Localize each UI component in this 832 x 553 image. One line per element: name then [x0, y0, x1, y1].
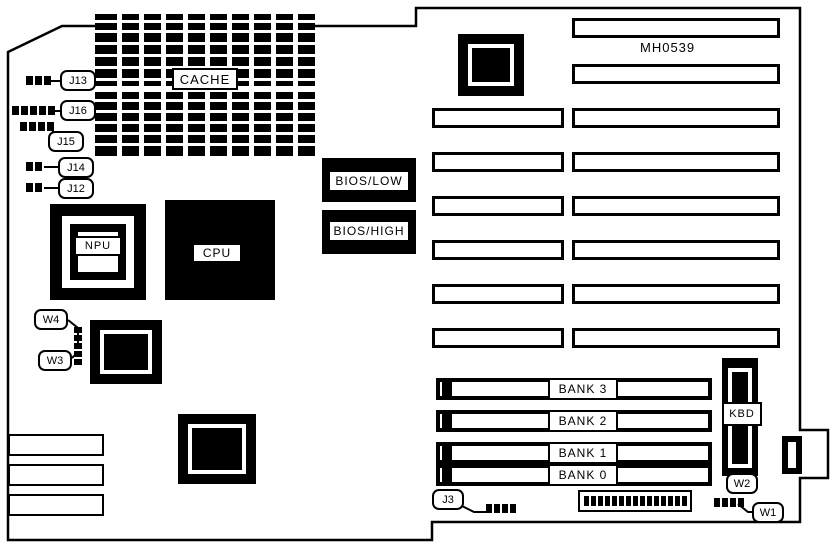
jumper-tag-j13[interactable]: J13 [60, 70, 96, 91]
memory-bank-3-label: BANK 3 [548, 378, 618, 400]
cache-col-gap [249, 14, 254, 156]
memory-bank-0-label: BANK 0 [548, 464, 618, 486]
jumper-tag-j16[interactable]: J16 [60, 100, 96, 121]
j12-pins [26, 183, 42, 192]
right-edge-connector-slot [788, 442, 796, 468]
io-connector-2 [8, 464, 104, 486]
memory-bank-2-label: BANK 2 [548, 410, 618, 432]
jumper-tag-j14[interactable]: J14 [58, 157, 94, 178]
expansion-slot-right-3 [572, 108, 780, 128]
cache-col-gap [139, 14, 144, 156]
bios-high-label: BIOS/HIGH [328, 220, 410, 242]
memory-bank-3-latch [442, 382, 452, 396]
bios-low-label: BIOS/LOW [328, 170, 410, 192]
j3-pins [486, 504, 516, 513]
io-connector-3 [8, 494, 104, 516]
chipset-qfp-upper-right-die [472, 48, 510, 82]
expansion-slot-left-6 [432, 328, 564, 348]
npu-label: NPU [74, 236, 122, 256]
expansion-slot-left-3 [432, 196, 564, 216]
jumper-tag-w4[interactable]: W4 [34, 309, 68, 330]
expansion-slot-left-1 [432, 108, 564, 128]
cache-label: CACHE [172, 68, 238, 90]
expansion-slot-right-7 [572, 284, 780, 304]
cpu-label: CPU [192, 243, 242, 263]
chipset-qfp-lower-left-die [192, 428, 242, 470]
expansion-slot-right-2 [572, 64, 780, 84]
expansion-slot-left-4 [432, 240, 564, 260]
chipset-qfp-mid-left-die [104, 334, 148, 370]
expansion-slot-right-5 [572, 196, 780, 216]
io-connector-1 [8, 434, 104, 456]
w4-w3-pins [74, 327, 82, 365]
jumper-tag-j12[interactable]: J12 [58, 178, 94, 199]
expansion-slot-right-4 [572, 152, 780, 172]
jumper-tag-w3[interactable]: W3 [38, 350, 72, 371]
expansion-slot-right-6 [572, 240, 780, 260]
j16-pins [12, 106, 55, 115]
cache-col-gap [161, 14, 166, 156]
expansion-slot-left-2 [432, 152, 564, 172]
jumper-tag-j3[interactable]: J3 [432, 489, 464, 510]
jumper-tag-w2[interactable]: W2 [726, 473, 758, 494]
jumper-tag-j15[interactable]: J15 [48, 131, 84, 152]
j14-pins [26, 162, 42, 171]
memory-bank-1-latch [442, 446, 452, 460]
w4-w3-leads [30, 300, 100, 380]
memory-bank-0-latch [442, 468, 452, 482]
kbd-label: KBD [722, 402, 762, 426]
jumper-tag-w1[interactable]: W1 [752, 502, 784, 523]
j15-pins [20, 122, 54, 131]
board-code-label: MH0539 [640, 40, 696, 55]
expansion-slot-left-5 [432, 284, 564, 304]
memory-bank-1-label: BANK 1 [548, 442, 618, 464]
memory-bank-2-latch [442, 414, 452, 428]
cache-col-gap [271, 14, 276, 156]
cache-col-gap [293, 14, 298, 156]
power-header-pins [584, 496, 687, 506]
expansion-slot-right-1 [572, 18, 780, 38]
cache-col-gap [117, 14, 122, 156]
expansion-slot-right-8 [572, 328, 780, 348]
